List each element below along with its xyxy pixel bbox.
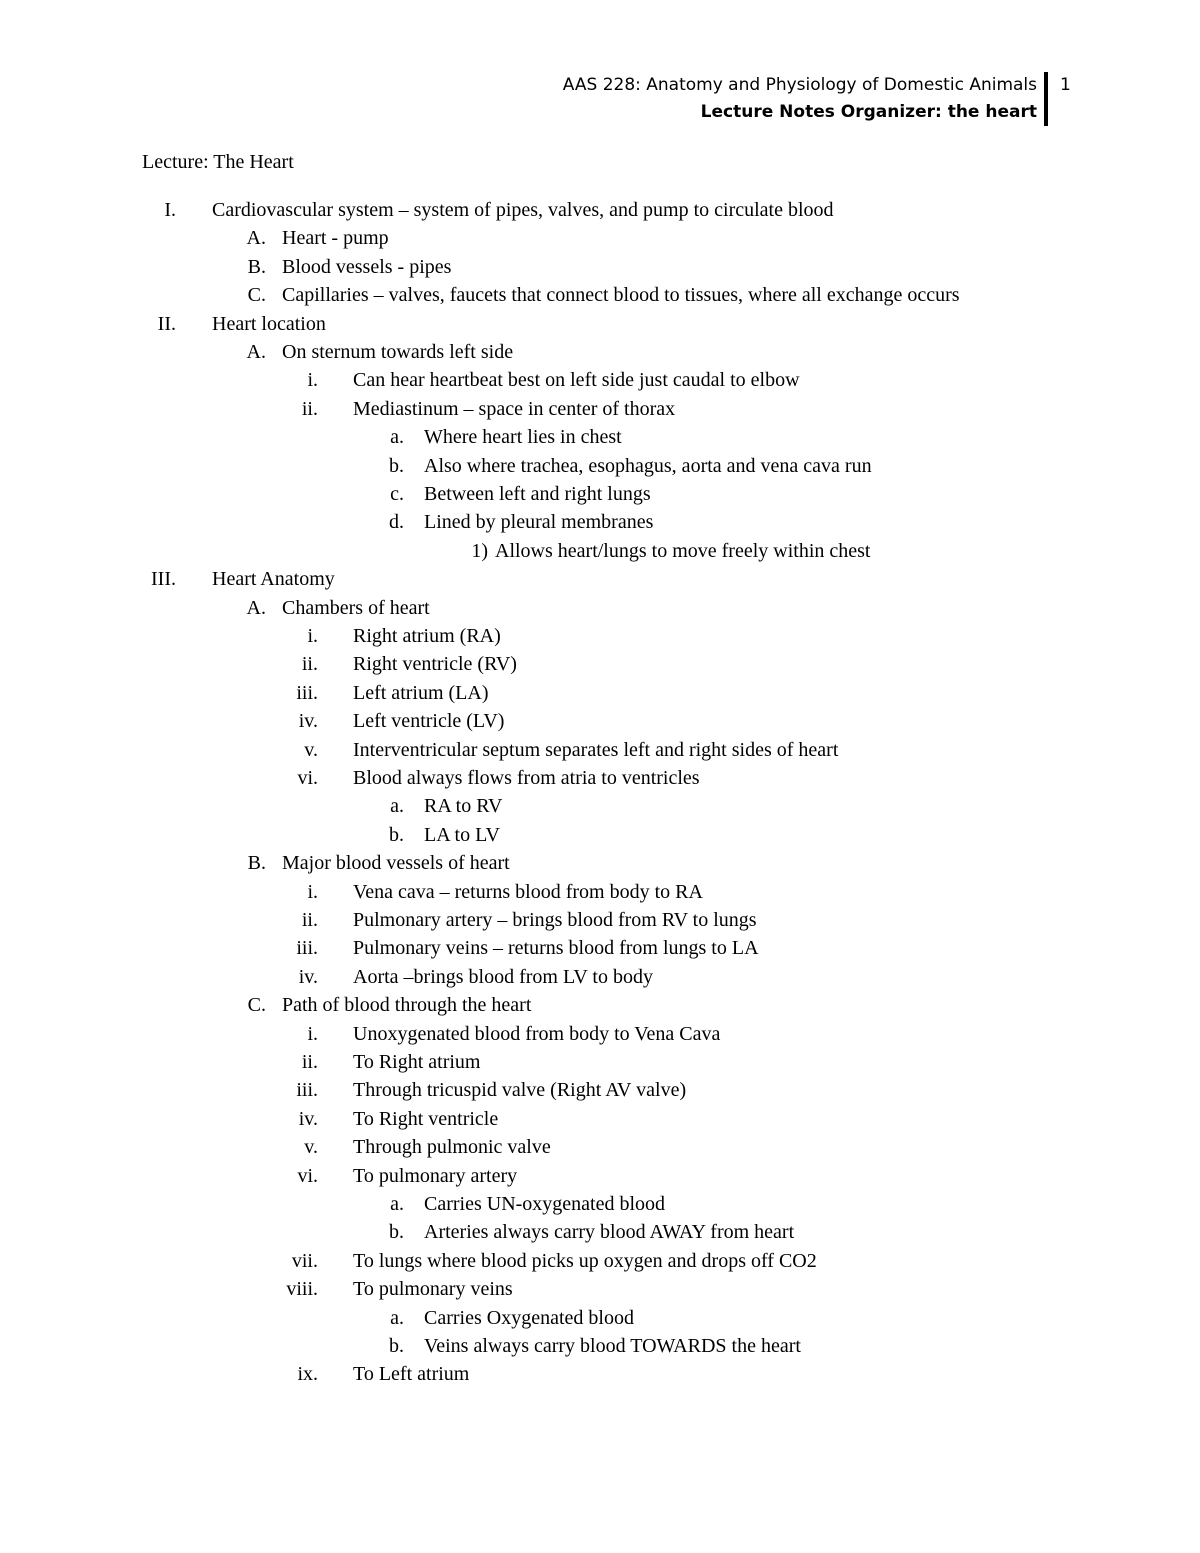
- outline-item: LA to LV: [424, 824, 500, 846]
- outline-marker: v.: [304, 739, 318, 761]
- outline-item: Path of blood through the heart: [282, 994, 532, 1016]
- outline-item: Blood vessels - pipes: [282, 256, 452, 278]
- outline-marker: iv.: [298, 710, 318, 732]
- outline-item: Between left and right lungs: [424, 483, 651, 505]
- course-title: AAS 228: Anatomy and Physiology of Domestic Animals: [562, 75, 1037, 95]
- document-subtitle: Lecture Notes Organizer: the heart: [700, 102, 1037, 122]
- outline-marker: a.: [390, 1193, 404, 1215]
- outline-marker: c.: [390, 483, 404, 505]
- outline-item: Carries UN-oxygenated blood: [424, 1193, 666, 1215]
- page-number: 1: [1060, 75, 1071, 95]
- outline-item: Pulmonary artery – brings blood from RV to lungs: [353, 909, 757, 931]
- outline-item: Pulmonary veins – returns blood from lungs to LA: [353, 937, 759, 959]
- outline-marker: viii.: [286, 1278, 318, 1300]
- outline-marker: B.: [247, 256, 266, 278]
- outline-item: To Right atrium: [353, 1051, 481, 1073]
- outline-marker: I.: [164, 199, 176, 221]
- outline-item: Interventricular septum separates left and right sides of heart: [353, 739, 839, 761]
- header-divider: [1044, 72, 1048, 126]
- outline-marker: a.: [390, 1307, 404, 1329]
- outline-marker: iv.: [298, 966, 318, 988]
- outline-marker: vi.: [297, 767, 318, 789]
- outline-item: Also where trachea, esophagus, aorta and vena cava run: [424, 455, 872, 477]
- outline-item: Chambers of heart: [282, 597, 430, 619]
- outline-item: To pulmonary veins: [353, 1278, 513, 1300]
- lecture-title: Lecture: The Heart: [142, 151, 294, 173]
- outline-item: Right atrium (RA): [353, 625, 501, 647]
- outline-marker: C.: [247, 284, 266, 306]
- outline-marker: vii.: [291, 1250, 318, 1272]
- outline-marker: III.: [151, 568, 176, 590]
- outline-marker: d.: [389, 511, 404, 533]
- outline-item: To pulmonary artery: [353, 1165, 518, 1187]
- outline-item: Where heart lies in chest: [424, 426, 622, 448]
- outline-item: RA to RV: [424, 795, 503, 817]
- outline-item: Left atrium (LA): [353, 682, 489, 704]
- outline-item: Allows heart/lungs to move freely within chest: [495, 540, 871, 562]
- outline-marker: i.: [307, 1023, 318, 1045]
- outline-marker: i.: [307, 369, 318, 391]
- outline-marker: II.: [157, 313, 176, 335]
- outline-marker: ii.: [301, 653, 318, 675]
- outline-item: Unoxygenated blood from body to Vena Cava: [353, 1023, 721, 1045]
- outline-item: Veins always carry blood TOWARDS the heart: [424, 1335, 801, 1357]
- outline-marker: A.: [246, 341, 266, 363]
- outline-marker: a.: [390, 426, 404, 448]
- outline-item: Through tricuspid valve (Right AV valve): [353, 1079, 687, 1101]
- outline-item: Lined by pleural membranes: [424, 511, 654, 533]
- outline-item: Through pulmonic valve: [353, 1136, 551, 1158]
- outline-item: Can hear heartbeat best on left side just caudal to elbow: [353, 369, 800, 391]
- outline-marker: i.: [307, 625, 318, 647]
- outline-marker: a.: [390, 795, 404, 817]
- outline-marker: A.: [246, 227, 266, 249]
- outline-item: To Right ventricle: [353, 1108, 499, 1130]
- outline-item: Left ventricle (LV): [353, 710, 505, 732]
- outline-marker: ii.: [301, 1051, 318, 1073]
- outline-item: Vena cava – returns blood from body to RA: [353, 881, 703, 903]
- outline-marker: b.: [389, 1221, 404, 1243]
- outline-marker: b.: [389, 455, 404, 477]
- outline-item: Carries Oxygenated blood: [424, 1307, 634, 1329]
- outline-item: Heart - pump: [282, 227, 389, 249]
- outline-marker: v.: [304, 1136, 318, 1158]
- outline-marker: B.: [247, 852, 266, 874]
- outline-marker: ii.: [301, 398, 318, 420]
- outline-marker: iv.: [298, 1108, 318, 1130]
- outline-item: Arteries always carry blood AWAY from heart: [424, 1221, 795, 1243]
- outline-item: Capillaries – valves, faucets that connect blood to tissues, where all exchange occurs: [282, 284, 960, 306]
- outline-marker: b.: [389, 824, 404, 846]
- outline-marker: ii.: [301, 909, 318, 931]
- outline-marker: 1): [471, 540, 488, 562]
- outline-marker: C.: [247, 994, 266, 1016]
- outline-item: Major blood vessels of heart: [282, 852, 510, 874]
- outline-item: Cardiovascular system – system of pipes, valves, and pump to circulate blood: [212, 199, 834, 221]
- outline-marker: ix.: [297, 1363, 318, 1385]
- outline-marker: iii.: [296, 1079, 318, 1101]
- outline-item: To lungs where blood picks up oxygen and drops off CO2: [353, 1250, 817, 1272]
- outline-item: On sternum towards left side: [282, 341, 514, 363]
- outline-marker: b.: [389, 1335, 404, 1357]
- outline-item: Right ventricle (RV): [353, 653, 517, 675]
- outline-item: Aorta –brings blood from LV to body: [353, 966, 653, 988]
- outline-item: Heart Anatomy: [212, 568, 335, 590]
- outline-marker: iii.: [296, 937, 318, 959]
- outline-item: To Left atrium: [353, 1363, 470, 1385]
- outline-marker: vi.: [297, 1165, 318, 1187]
- outline-item: Mediastinum – space in center of thorax: [353, 398, 676, 420]
- outline-item: Heart location: [212, 313, 326, 335]
- outline-marker: i.: [307, 881, 318, 903]
- outline-marker: A.: [246, 597, 266, 619]
- outline-item: Blood always flows from atria to ventricles: [353, 767, 700, 789]
- outline-marker: iii.: [296, 682, 318, 704]
